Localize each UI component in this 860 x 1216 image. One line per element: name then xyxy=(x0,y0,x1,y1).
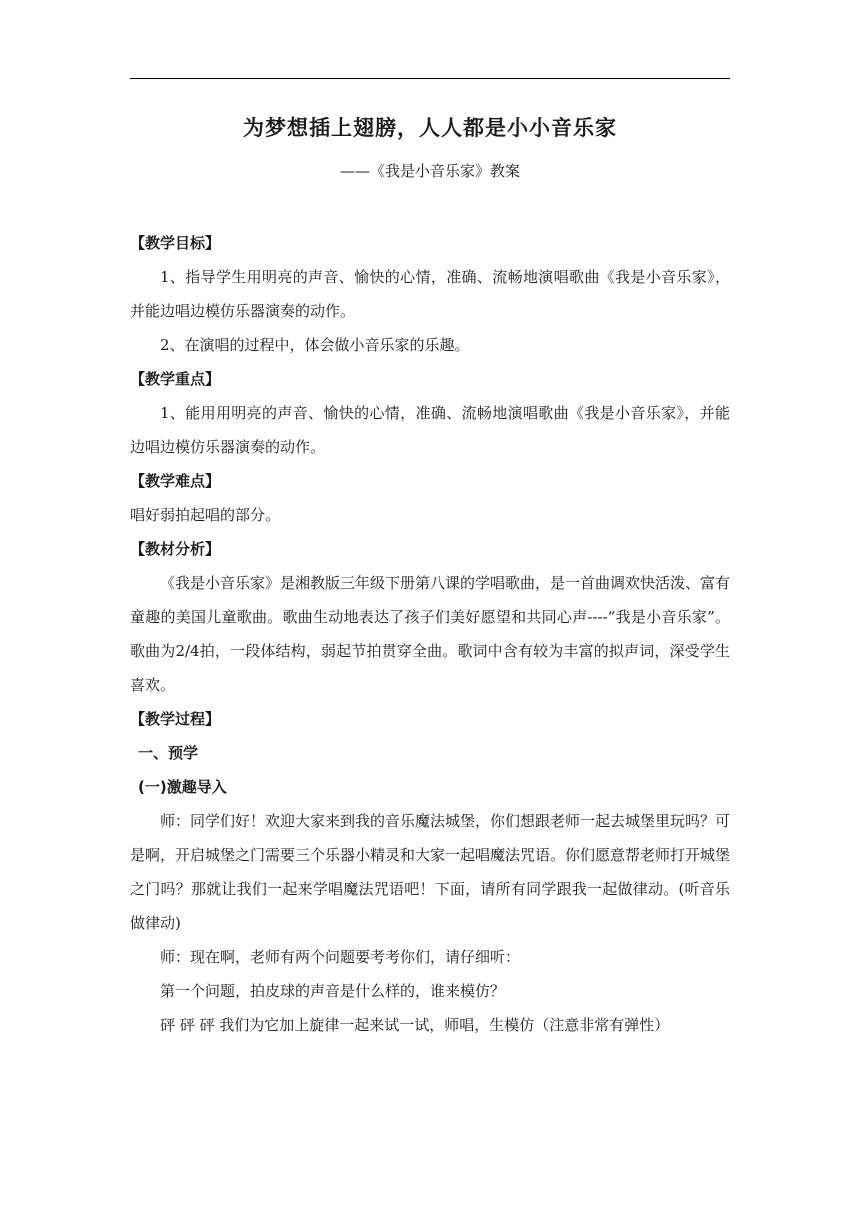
analysis-text: 《我是小音乐家》是湘教版三年级下册第八课的学唱歌曲，是一首曲调欢快活泼、富有童趣的美国儿童歌曲。歌曲生动地表达了孩子们美好愿望和共同心声----“我是小音乐家”。歌曲为2/4拍，一段体结构，弱起节拍贯穿全曲。歌词中含有较为丰富的拟声词，深受学生喜欢。 xyxy=(130,574,731,694)
process-paragraph: 第一个问题，拍皮球的声音是什么样的，谁来模仿？ xyxy=(160,982,506,1000)
section-heading-analysis: 【教材分析】 xyxy=(130,540,221,558)
process-paragraph: 师：同学们好！欢迎大家来到我的音乐魔法城堡，你们想跟老师一起去城堡里玩吗？可是啊，开启城堡之门需要三个乐器小精灵和大家一起唱魔法咒语。你们愿意帮老师打开城堡之门吗？那就让我们一起来学唱魔法咒语吧！下面，请所有同学跟我一起做律动。(听音乐做律动) xyxy=(130,812,731,932)
process-paragraph: 师：现在啊，老师有两个问题要考考你们，请仔细听： xyxy=(160,948,521,966)
goal-item-2: 2、在演唱的过程中，体会做小音乐家的乐趣。 xyxy=(160,336,470,354)
document-subtitle: ——《我是小音乐家》教案 xyxy=(339,162,520,180)
section-heading-goals: 【教学目标】 xyxy=(130,234,221,252)
difficulty-text: 唱好弱拍起唱的部分。 xyxy=(130,506,281,524)
section-heading-keypoints: 【教学重点】 xyxy=(130,370,221,388)
process-paragraph: 砰 砰 砰 我们为它加上旋律一起来试一试，师唱，生模仿（注意非常有弹性） xyxy=(160,1016,670,1034)
keypoint-item-1: 1、能用用明亮的声音、愉快的心情，准确、流畅地演唱歌曲《我是小音乐家》，并能边唱边模仿乐器演奏的动作。 xyxy=(130,404,730,456)
document-title: 为梦想插上翅膀，人人都是小小音乐家 xyxy=(243,116,617,140)
header-rule xyxy=(130,78,730,79)
process-part-1: 一、预学 xyxy=(138,744,199,762)
process-part-1-sub: (一)激趣导入 xyxy=(138,778,227,796)
section-heading-difficulty: 【教学难点】 xyxy=(130,472,221,490)
document-body xyxy=(130,226,730,1042)
goal-item-1: 1、指导学生用明亮的声音、愉快的心情，准确、流畅地演唱歌曲《我是小音乐家》，并能边唱边模仿乐器演奏的动作。 xyxy=(130,268,730,320)
section-heading-process: 【教学过程】 xyxy=(130,710,221,728)
